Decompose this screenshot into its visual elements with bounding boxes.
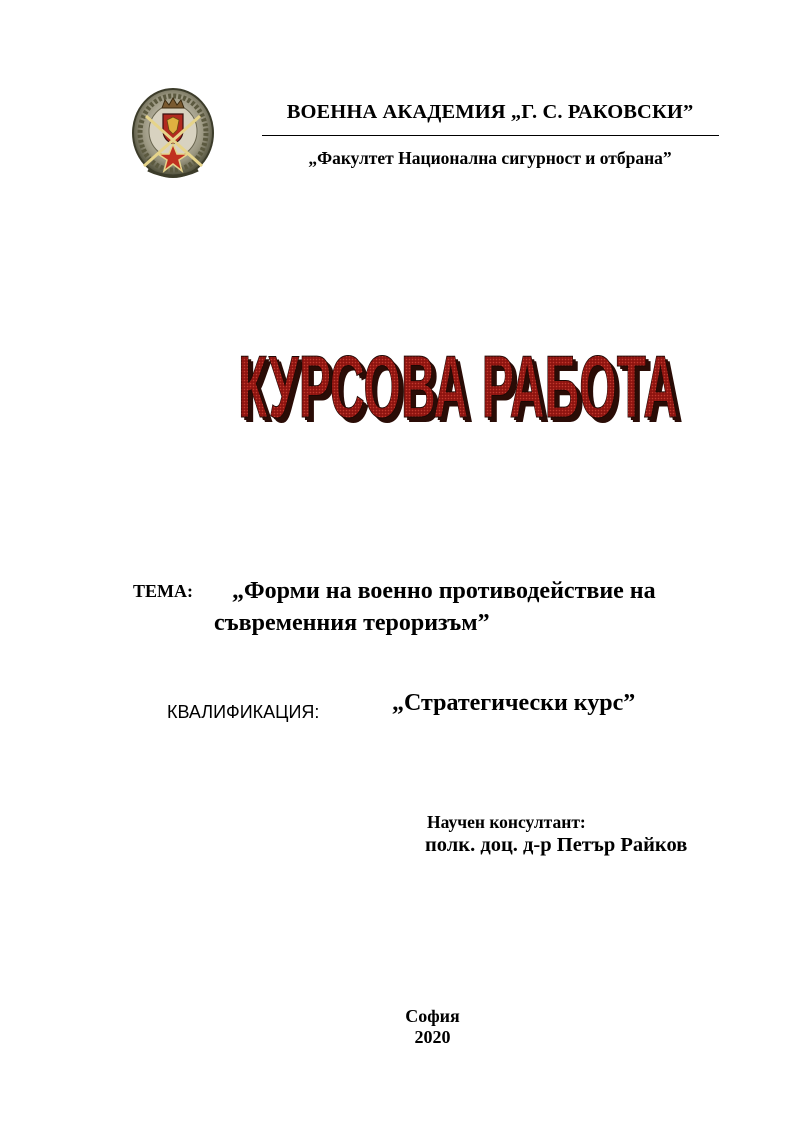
faculty-name: „Факултет Национална сигурност и отбрана” [308, 148, 672, 168]
consultant-label: Научен консултант: [427, 812, 586, 832]
title-text: КУРСОВА РАБОТА [238, 340, 678, 436]
academy-emblem-icon [130, 86, 216, 184]
consultant-name: полк. доц. д-р Петър Райков [425, 834, 688, 856]
city: София [405, 1006, 460, 1026]
qualification-label: КВАЛИФИКАЦИЯ: [167, 702, 320, 722]
qualification-value: „Стратегически курс” [392, 690, 636, 716]
topic-label: ТЕМА: [133, 581, 193, 601]
title-shadow: КУРСОВА РАБОТА [241, 340, 681, 439]
topic-title-line-2: съвременния тероризъм” [214, 610, 490, 636]
year: 2020 [414, 1027, 451, 1047]
document-title [0, 340, 800, 440]
title-shadow: КУРСОВА РАБОТА [243, 342, 683, 440]
topic-title-line-1: „Форми на военно противодействие на [232, 578, 656, 604]
header-divider [262, 135, 719, 136]
academy-title: ВОЕННА АКАДЕМИЯ „Г. С. РАКОВСКИ” [286, 101, 694, 123]
